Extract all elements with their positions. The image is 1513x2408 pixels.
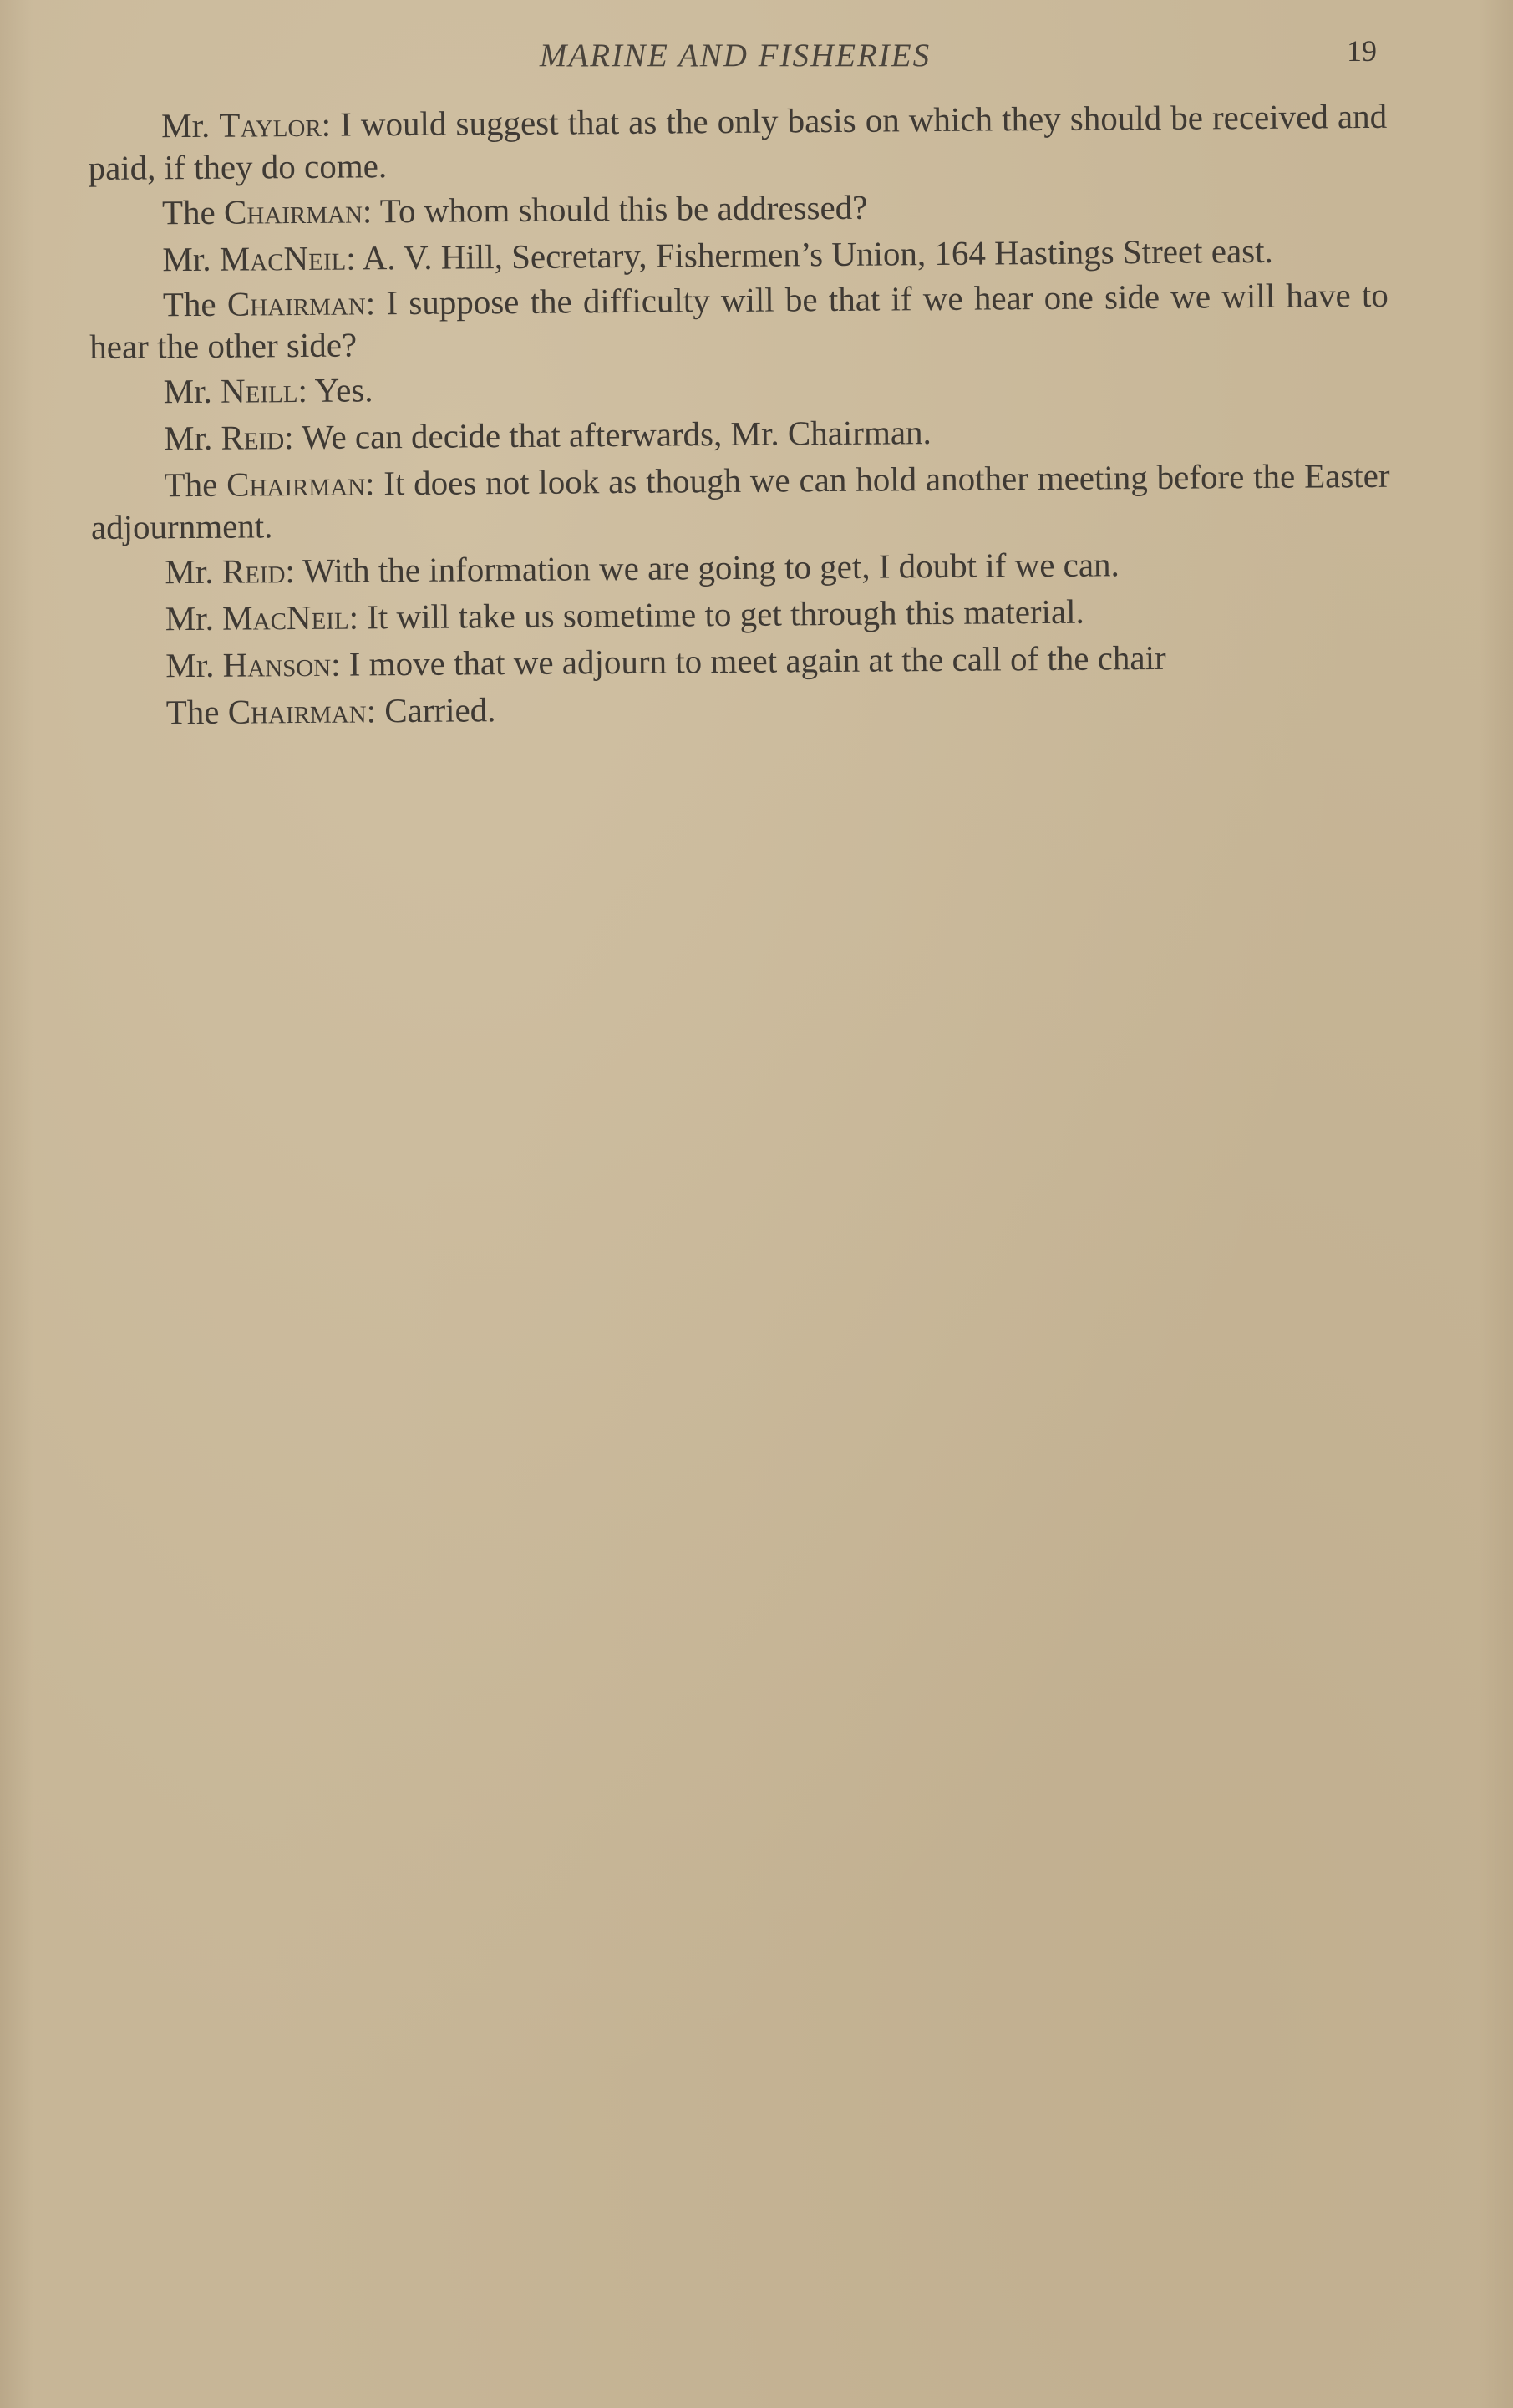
speaker-title: Mr. [165,551,214,592]
speaker-name: Neill [220,371,298,410]
transcript-paragraph: Mr. MacNeil: A. V. Hill, Secretary, Fishermen’s Union, 164 Hastings Street east. [162,231,1273,279]
transcript-body [88,95,1392,739]
speaker-name: MacNeil [219,238,347,278]
speech-text: Yes. [314,370,373,409]
speech-text: To whom should this be addressed? [379,187,868,231]
page-number: 19 [1347,34,1377,68]
speech-text: I move that we adjourn to meet again at the call of the chair [348,638,1166,683]
speech-text: It will take us sometime to get through this material. [367,592,1084,637]
transcript-paragraph: Mr. Taylor: I would suggest that as the only basis on which they should be received and paid, if they do come. [88,96,1388,187]
running-title: MARINE AND FISHERIES [539,38,932,74]
transcript-paragraph: Mr. Reid: We can decide that afterwards, Mr. Chairman. [163,413,932,458]
speaker-title: Mr. [161,105,211,145]
speech-text: I suppose the difficulty will be that if we hear one side we will have to hear the other side? [89,275,1389,366]
speaker-name: Reid [221,551,286,591]
transcript-paragraph: The Chairman: It does not look as though we can hold another meeting before the Easter adjournment. [90,455,1390,546]
speech-text: It does not look as though we can hold another meeting before the Easter adjournment. [90,455,1390,546]
transcript-paragraph: Mr. Neill: Yes. [163,370,373,411]
speaker-title: The [161,192,216,232]
speaker-name: MacNeil [222,597,349,638]
speech-text: With the information we are going to get, I doubt if we can. [302,545,1120,590]
speaker-name: Taylor [219,104,322,145]
speaker-name: Chairman [227,691,367,731]
speaker-name: Reid [221,418,285,457]
speech-text: I would suggest that as the only basis on which they should be received and paid, if they do come. [88,96,1388,187]
speaker-title: The [164,465,218,505]
speaker-title: The [165,692,220,732]
transcript-paragraph: The Chairman: To whom should this be addressed? [161,187,868,232]
transcript-paragraph: Mr. Reid: With the information we are going to get, I doubt if we can. [165,545,1120,592]
speaker-name: Hanson [222,644,332,684]
speaker-title: Mr. [165,598,215,638]
transcript-paragraph: The Chairman: Carried. [165,690,496,732]
speaker-name: Chairman [226,283,366,323]
transcript-paragraph: Mr. Hanson: I move that we adjourn to meet again at the call of the chair [165,638,1166,685]
speaker-name: Chairman [223,191,363,231]
speaker-name: Chairman [226,464,366,504]
speaker-title: The [162,284,216,324]
transcript-paragraph: Mr. MacNeil: It will take us sometime to get through this material. [165,592,1084,638]
speaker-title: Mr. [165,645,215,685]
speech-text: A. V. Hill, Secretary, Fishermen’s Union, 164 Hastings Street east. [362,231,1273,277]
speech-text: We can decide that afterwards, Mr. Chairman. [301,413,932,457]
transcript-paragraph: The Chairman: I suppose the difficulty will be that if we hear one side we will have to hear the other side? [89,275,1389,366]
speaker-title: Mr. [162,239,211,279]
speaker-title: Mr. [163,418,213,458]
speaker-title: Mr. [163,371,212,411]
speech-text: Carried. [384,690,496,730]
